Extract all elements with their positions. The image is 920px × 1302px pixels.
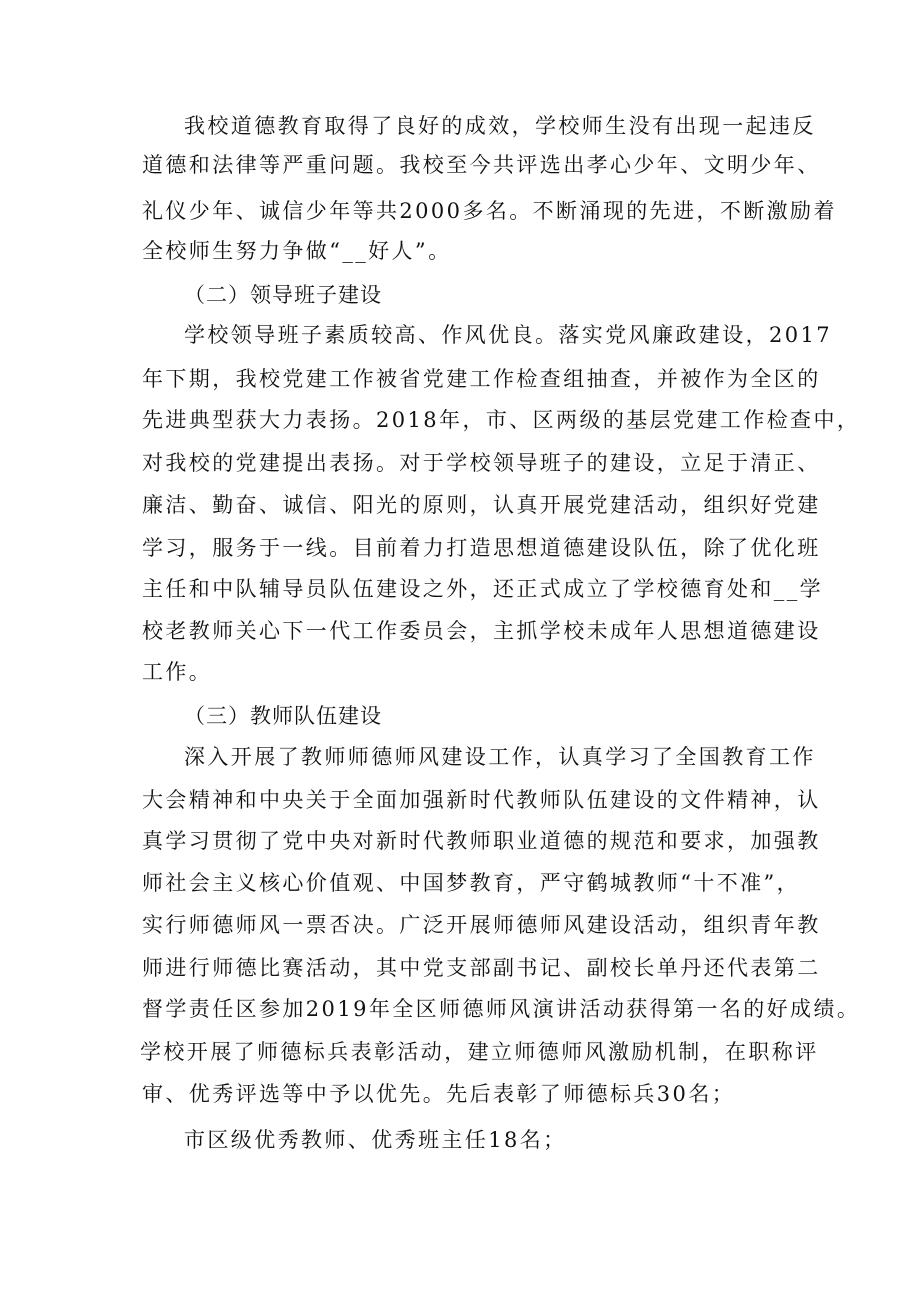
text-line: 真学习贯彻了党中央对新时代教师职业道德的规范和要求，加强教 (142, 829, 821, 853)
text-line: 全校师生努力争做“__好人”。 (142, 239, 452, 263)
text-line: 审、优秀评选等中予以优先。先后表彰了师德标兵30名； (142, 1082, 736, 1106)
text-line: 市区级优秀教师、优秀班主任18名； (184, 1128, 567, 1152)
text-line: 我校道德教育取得了良好的成效，学校师生没有出现一起违反 (184, 114, 816, 138)
text-line: 工作。 (142, 660, 213, 684)
text-line: 师进行师德比赛活动，其中党支部副书记、副校长单丹还代表第二 (142, 956, 821, 980)
text-line: 大会精神和中央关于全面加强新时代教师队伍建设的文件精神，认 (142, 788, 821, 812)
text-line: 学校开展了师德标兵表彰活动，建立师德师风激励机制，在职称评 (140, 1040, 819, 1064)
text-line: 师社会主义核心价值观、中国梦教育，严守鹤城教师“十不准”， (142, 871, 801, 895)
text-line: 廉洁、勤奋、诚信、阳光的原则，认真开展党建活动，组织好党建 (142, 493, 821, 517)
section-heading: （二）领导班子建设 (184, 283, 382, 307)
text-line: 礼仪少年、诚信少年等共2000多名。不断涌现的先进，不断激励着 (142, 199, 837, 223)
text-line: 道德和法律等严重问题。我校至今共评选出孝心少年、文明少年、 (142, 153, 821, 177)
text-line: 年下期，我校党建工作被省党建工作检查组抽查，并被作为全区的 (142, 367, 821, 391)
text-line: 主任和中队辅导员队伍建设之外，还正式成立了学校德育处和__学 (142, 577, 823, 601)
text-line: 校老教师关心下一代工作委员会，主抓学校未成年人思想道德建设 (142, 619, 821, 643)
text-line: 学校领导班子素质较高、作风优良。落实党风廉政建设，2017 (184, 323, 833, 347)
text-line: 对我校的党建提出表扬。对于学校领导班子的建设，立足于清正、 (142, 451, 821, 475)
text-line: 实行师德师风一票否决。广泛开展师德师风建设活动，组织青年教 (142, 913, 821, 937)
text-line: 学习，服务于一线。目前着力打造思想道德建设队伍，除了优化班 (142, 536, 821, 560)
text-line: 深入开展了教师师德师风建设工作，认真学习了全国教育工作 (184, 745, 816, 769)
text-line: 先进典型获大力表扬。2018年，市、区两级的基层党建工作检查中， (142, 408, 861, 432)
text-line: 督学责任区参加2019年全区师德师风演讲活动获得第一名的好成绩。 (142, 997, 861, 1021)
section-heading: （三）教师队伍建设 (184, 704, 382, 728)
